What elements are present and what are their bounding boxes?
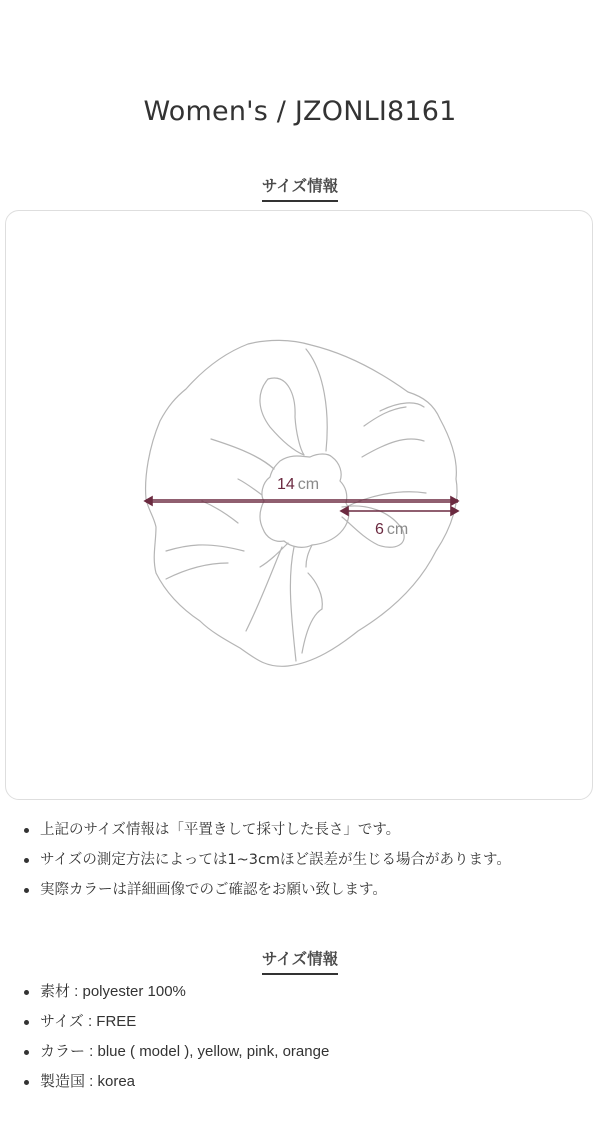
measure-unit-14: cm <box>297 476 320 493</box>
measure-unit-6: cm <box>386 521 409 538</box>
note-item: サイズの測定方法によっては1~3cmほど誤差が生じる場合があります。 <box>40 845 600 875</box>
spec-material: 素材 : polyester 100% <box>40 977 600 1007</box>
size-diagram <box>5 210 593 800</box>
spec-color: カラー : blue ( model ), yellow, pink, orange <box>40 1037 600 1067</box>
note-item: 上記のサイズ情報は「平置きして採寸した長さ」です。 <box>40 815 600 845</box>
size-info-heading <box>0 174 600 202</box>
scrunchie-illustration <box>6 211 594 801</box>
measure-line-14 <box>145 497 458 505</box>
note-item: 実際カラーは詳細画像でのご確認をお願い致します。 <box>40 875 600 905</box>
measure-value-6: 6 <box>375 521 384 538</box>
spec-list <box>0 977 600 1097</box>
spec-heading <box>0 947 600 975</box>
size-info-heading-text: サイズ情報 <box>262 174 338 202</box>
measure-value-14: 14 <box>277 476 295 493</box>
scrunchie-outline <box>146 340 457 666</box>
measure-label-6 <box>375 521 408 539</box>
spec-size: サイズ : FREE <box>40 1007 600 1037</box>
spec-origin: 製造国 : korea <box>40 1067 600 1097</box>
size-notes-list <box>0 815 600 905</box>
spec-heading-text: サイズ情報 <box>262 947 338 975</box>
measure-line-6 <box>341 507 458 515</box>
product-title: Women's / JZONLI8161 <box>143 96 457 127</box>
measure-label-14 <box>277 476 319 494</box>
